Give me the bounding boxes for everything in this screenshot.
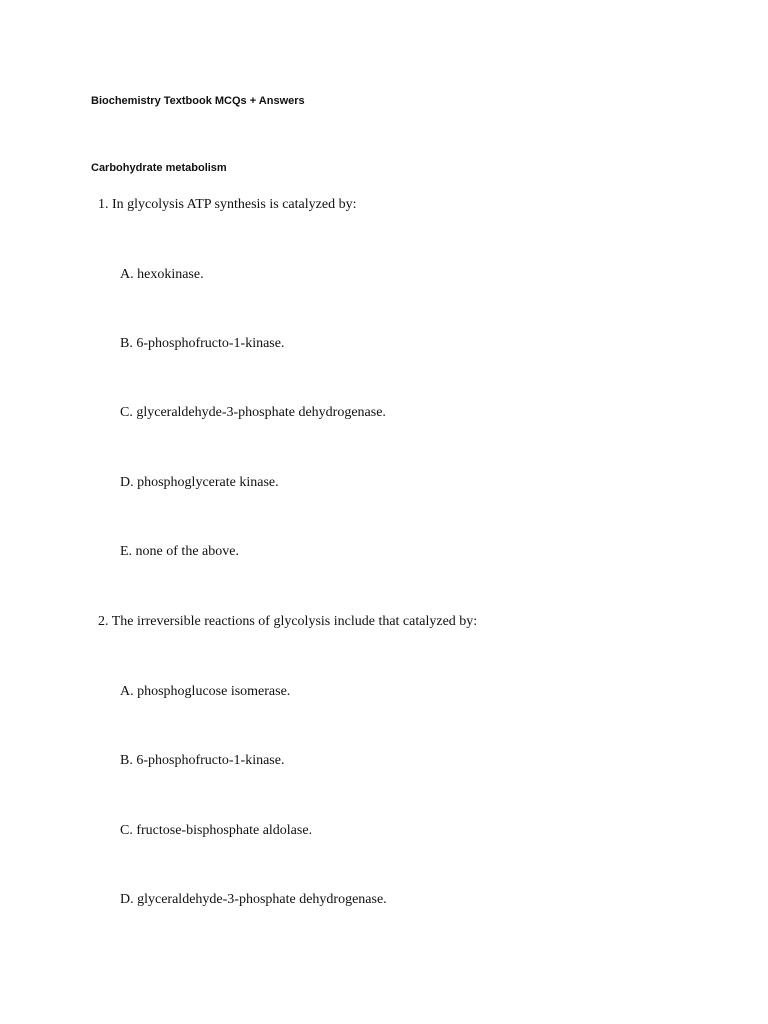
- question-1-option-a: A. hexokinase.: [120, 267, 204, 282]
- question-2-text: 2. The irreversible reactions of glycolysis include that catalyzed by:: [98, 614, 478, 629]
- document-title: Biochemistry Textbook MCQs + Answers: [91, 95, 305, 107]
- question-1-text: 1. In glycolysis ATP synthesis is catalyzed by:: [98, 197, 357, 212]
- question-1-option-b: B. 6-phosphofructo-1-kinase.: [120, 336, 285, 351]
- question-1-option-d: D. phosphoglycerate kinase.: [120, 475, 279, 490]
- question-2-option-c: C. fructose-bisphosphate aldolase.: [120, 823, 313, 838]
- question-2-option-a: A. phosphoglucose isomerase.: [120, 684, 291, 699]
- question-1-option-c: C. glyceraldehyde-3-phosphate dehydrogenase.: [120, 405, 386, 420]
- question-2-option-d: D. glyceraldehyde-3-phosphate dehydrogenase.: [120, 892, 387, 907]
- section-heading: Carbohydrate metabolism: [91, 162, 227, 174]
- question-2-option-b: B. 6-phosphofructo-1-kinase.: [120, 753, 285, 768]
- question-1-option-e: E. none of the above.: [120, 544, 239, 559]
